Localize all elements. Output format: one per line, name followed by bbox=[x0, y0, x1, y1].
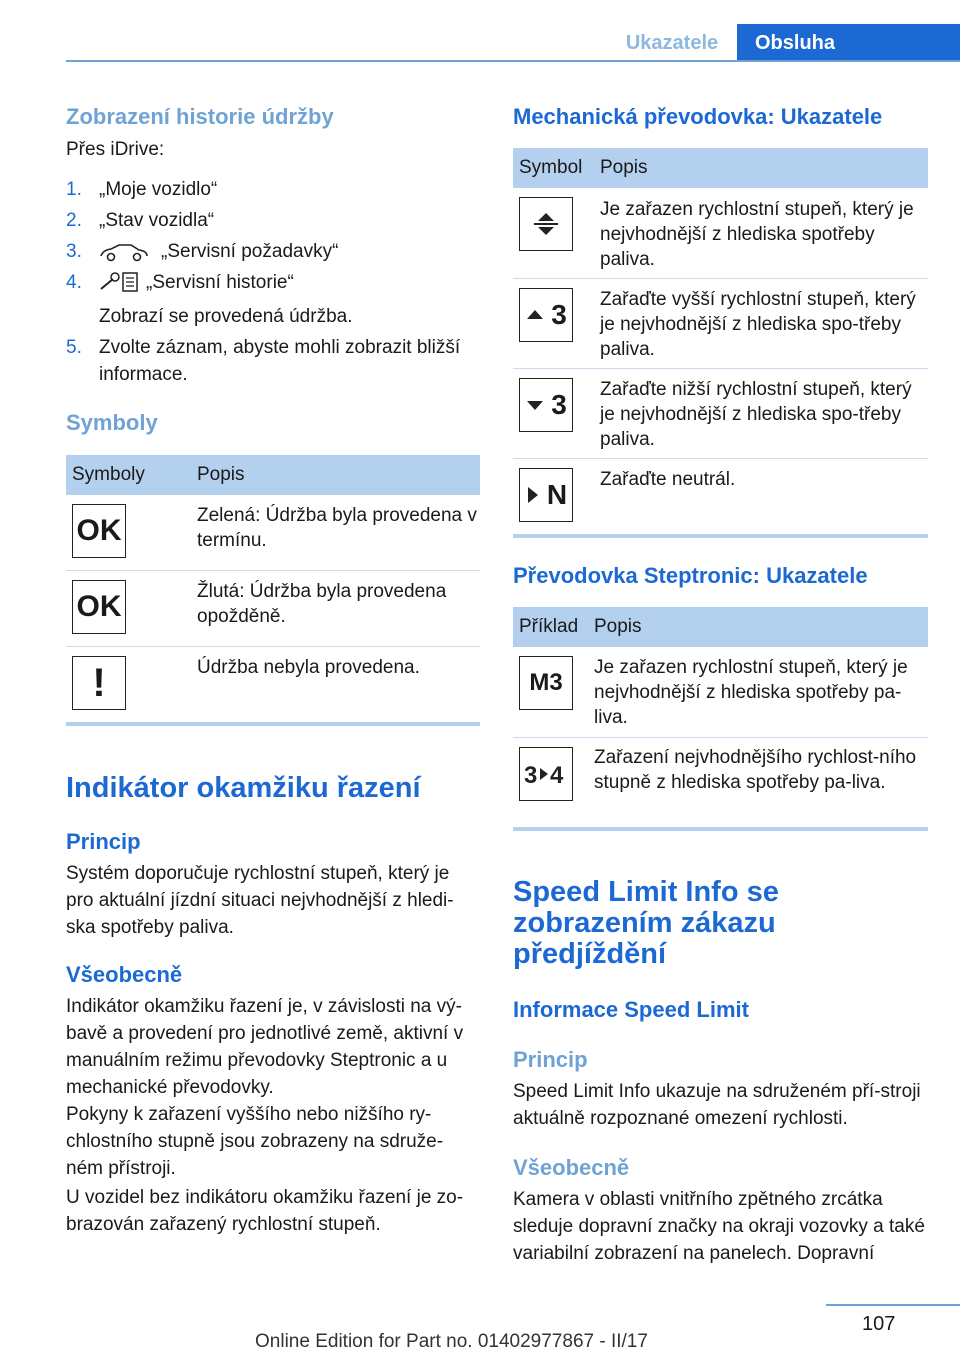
step-number: 4. bbox=[66, 272, 82, 293]
step-text: „Moje vozidlo“ bbox=[99, 179, 218, 200]
svg-text:3: 3 bbox=[524, 762, 538, 789]
table-cell: Zařaďte nižší rychlostní stupeň, který je nejvhodnější z hlediska spo-třeby paliva. bbox=[600, 379, 912, 450]
column-header: Popis bbox=[600, 157, 648, 178]
table-cell: Zařaďte neutrál. bbox=[600, 469, 736, 490]
row-divider bbox=[66, 646, 480, 647]
column-header: Příklad bbox=[519, 616, 579, 637]
svg-text:4: 4 bbox=[550, 762, 564, 789]
table-cell: Žlutá: Údržba byla provedena opožděně. bbox=[197, 581, 447, 627]
manual-heading: Mechanická převodovka: Ukazatele bbox=[513, 104, 883, 129]
table-cell: Zelená: Údržba byla provedena v termínu. bbox=[197, 505, 477, 551]
step-text: „Servisní požadavky“ bbox=[161, 241, 339, 262]
general-paragraph: U vozidel bez indikátoru okamžiku řazení je zo-brazován zařazený rychlostní stupeň. bbox=[66, 1187, 464, 1235]
history-heading: Zobrazení historie údržby bbox=[66, 104, 334, 129]
header-active-tab[interactable]: Obsluha bbox=[737, 24, 960, 62]
general-text-right: Kamera v oblasti vnitřního zpětného zrcátka sleduje dopravní značky na okraji vozovky a také variabilní zobrazení na panelech. Dopravní bbox=[513, 1189, 925, 1264]
speed-info-heading: Informace Speed Limit bbox=[513, 997, 749, 1022]
column-header: Popis bbox=[594, 616, 642, 637]
general-heading-right: Všeobecně bbox=[513, 1155, 630, 1180]
ok-green-symbol: OK bbox=[72, 504, 126, 558]
steptronic-3to4-symbol bbox=[519, 747, 573, 801]
principle-heading-right: Princip bbox=[513, 1047, 588, 1072]
exclamation-symbol: ! bbox=[72, 656, 126, 710]
symbols-heading: Symboly bbox=[66, 410, 158, 435]
via-text: Přes iDrive: bbox=[66, 139, 165, 160]
header-rule bbox=[66, 60, 960, 62]
footer-rule bbox=[826, 1304, 960, 1306]
manual-table-header bbox=[513, 148, 928, 188]
steptronic-table-header bbox=[513, 607, 928, 647]
general-heading: Všeobecně bbox=[66, 962, 183, 987]
car-icon bbox=[99, 242, 149, 270]
step-text: „Servisní historie“ bbox=[146, 272, 294, 293]
shift-optimal-symbol bbox=[519, 197, 573, 251]
column-header: Popis bbox=[197, 464, 245, 485]
row-divider bbox=[66, 570, 480, 571]
step-number: 3. bbox=[66, 241, 82, 262]
steptronic-m3-symbol: M3 bbox=[519, 656, 573, 710]
step-text: „Stav vozidla“ bbox=[99, 210, 215, 231]
column-header: Symbol bbox=[519, 157, 583, 178]
table-cell: Zařaďte vyšší rychlostní stupeň, který je nejvhodnější z hlediska spo-třeby paliva. bbox=[600, 289, 916, 360]
table-cell: Údržba nebyla provedena. bbox=[197, 657, 420, 678]
table-cell: Zařazení nejvhodnějšího rychlost-ního stupně z hlediska spotřeby pa-liva. bbox=[594, 747, 917, 793]
page-number: 107 bbox=[862, 1313, 896, 1335]
row-divider bbox=[513, 458, 928, 459]
speed-limit-heading: Speed Limit Info se zobrazením zákazu předjíždění bbox=[513, 876, 779, 970]
service-history-icon bbox=[99, 271, 141, 301]
edition-footer: Online Edition for Part no. 01402977867 - II/17 bbox=[255, 1331, 648, 1352]
step-number: 1. bbox=[66, 179, 82, 200]
shift-up-symbol: 3 bbox=[519, 288, 573, 342]
shift-down-symbol: 3 bbox=[519, 378, 573, 432]
column-header: Symboly bbox=[72, 464, 145, 485]
principle-text-right: Speed Limit Info ukazuje na sdruženém pří-stroji aktuálně rozpoznané omezení rychlosti. bbox=[513, 1081, 921, 1129]
shift-neutral-symbol: N bbox=[519, 468, 573, 522]
table-end-rule bbox=[513, 827, 928, 831]
general-paragraph: Pokyny k zařazení vyššího nebo nižšího ry-chlostního stupně jsou zobrazeny na sdruže-ném přístroji. bbox=[66, 1104, 444, 1179]
step-text: Zobrazí se provedená údržba. bbox=[99, 306, 353, 327]
table-cell: Je zařazen rychlostní stupeň, který je nejvhodnější z hlediska spotřeby pa-liva. bbox=[594, 657, 908, 728]
principle-text: Systém doporučuje rychlostní stupeň, který je pro aktuální jízdní situaci nejvhodnější z hledi-ska spotřeby paliva. bbox=[66, 863, 454, 938]
step-text: Zvolte záznam, abyste mohli zobrazit bližší informace. bbox=[99, 337, 461, 385]
steptronic-heading: Převodovka Steptronic: Ukazatele bbox=[513, 563, 868, 588]
symbols-table-header bbox=[66, 455, 480, 495]
ok-yellow-symbol: OK bbox=[72, 580, 126, 634]
header-section-tab[interactable]: Ukazatele bbox=[625, 32, 719, 54]
step-number: 2. bbox=[66, 210, 82, 231]
table-end-rule bbox=[66, 722, 480, 726]
table-cell: Je zařazen rychlostní stupeň, který je nejvhodnější z hlediska spotřeby paliva. bbox=[600, 199, 914, 270]
row-divider bbox=[513, 737, 928, 738]
general-paragraph: Indikátor okamžiku řazení je, v závislosti na vý-bavě a provedení pro jednotlivé země, aktivní v manuálním režimu převodovky Steptronic a u mechanické převodovky. bbox=[66, 996, 464, 1098]
step-number: 5. bbox=[66, 337, 82, 358]
row-divider bbox=[513, 368, 928, 369]
table-end-rule bbox=[513, 534, 928, 538]
shift-indicator-heading: Indikátor okamžiku řazení bbox=[66, 772, 421, 804]
row-divider bbox=[513, 278, 928, 279]
principle-heading: Princip bbox=[66, 829, 141, 854]
